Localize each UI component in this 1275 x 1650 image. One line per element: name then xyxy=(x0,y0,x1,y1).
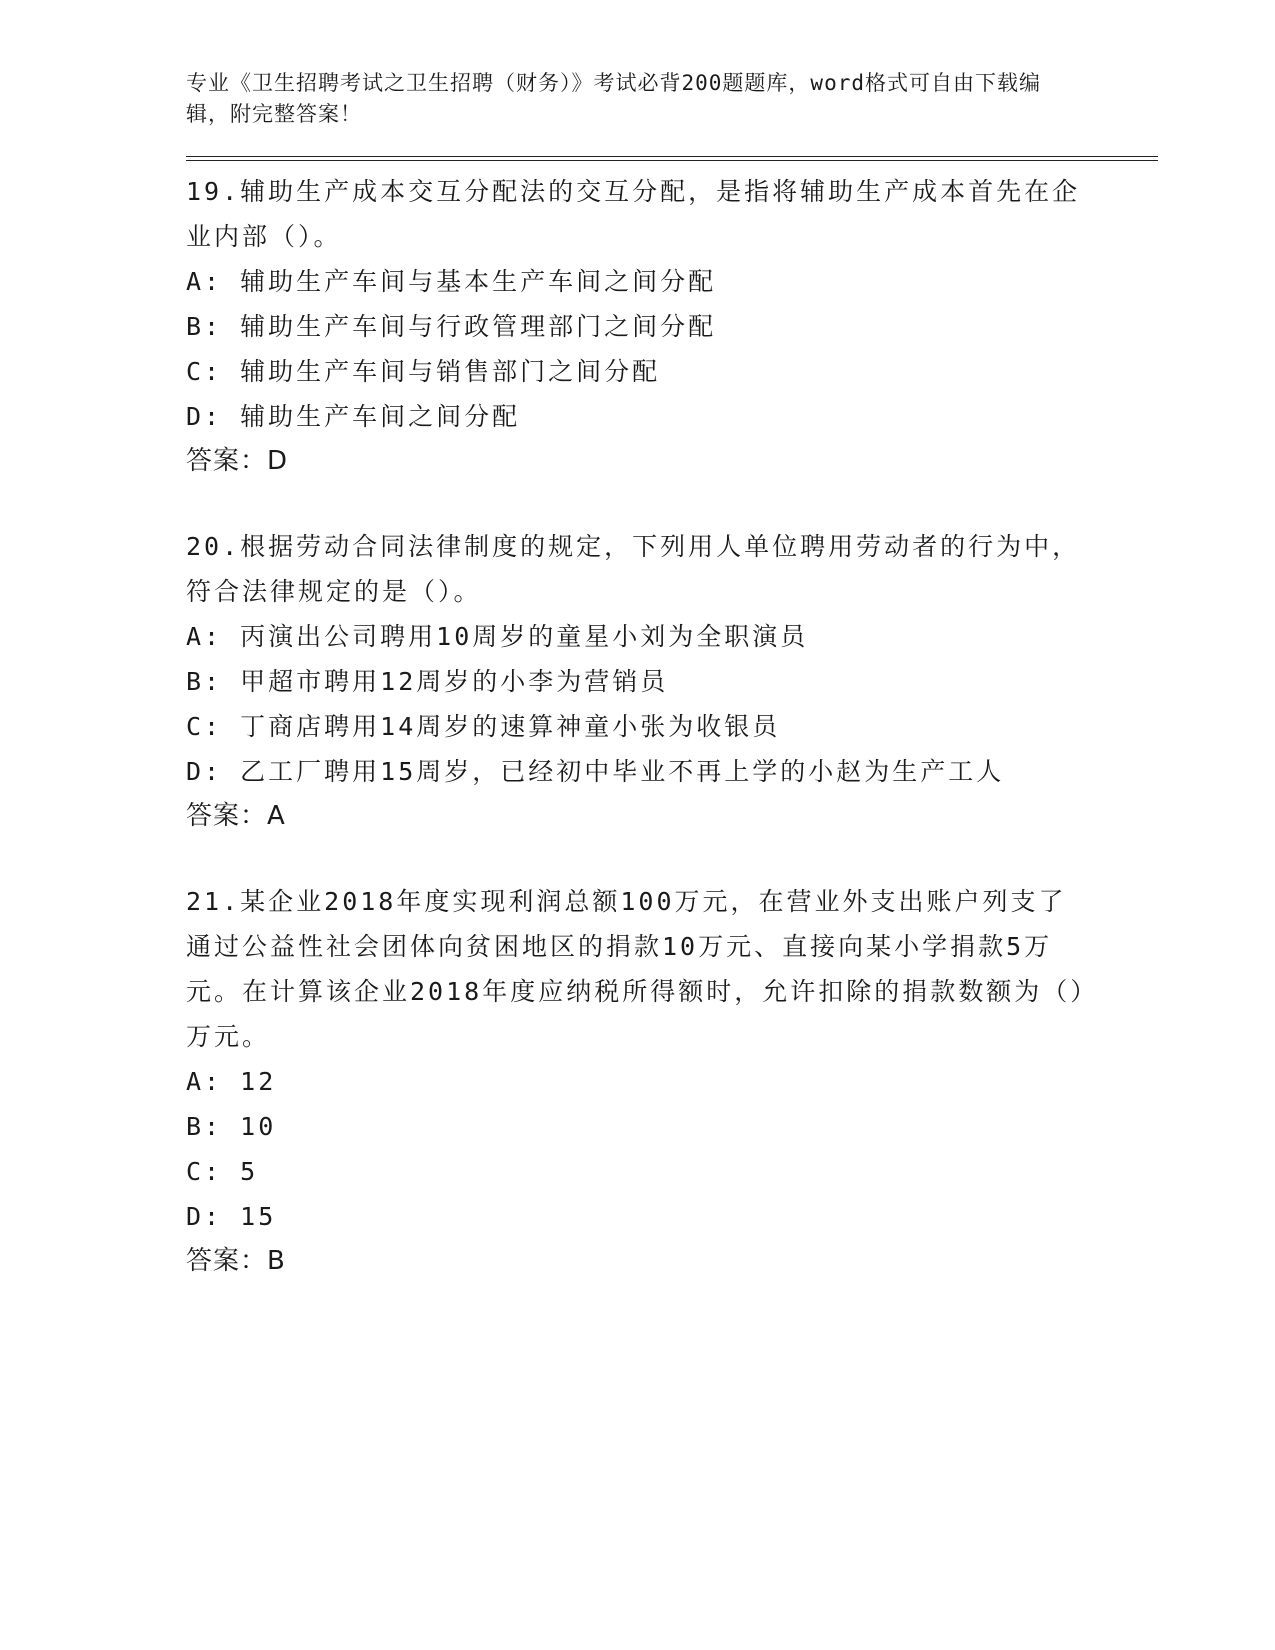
option-c: C: 5 xyxy=(186,1157,259,1186)
option-b: B: 甲超市聘用12周岁的小李为营销员 xyxy=(186,667,669,696)
document-page xyxy=(186,68,1186,1284)
question-block xyxy=(186,169,1086,484)
answer-line: 答案：D xyxy=(186,446,289,476)
question-stem: 20.根据劳动合同法律制度的规定，下列用人单位聘用劳动者的行为中，符合法律规定的是（）。 xyxy=(186,532,1081,606)
document-header: 专业《卫生招聘考试之卫生招聘（财务）》考试必背200题题库，word格式可自由下载编辑，附完整答案！ xyxy=(186,71,1041,126)
option-d: D: 辅助生产车间之间分配 xyxy=(186,402,521,431)
header-divider xyxy=(186,156,1158,161)
answer-line: 答案：A xyxy=(186,801,286,831)
option-b: B: 10 xyxy=(186,1112,277,1141)
question-block xyxy=(186,879,1086,1284)
option-a: A: 12 xyxy=(186,1067,277,1096)
question-stem: 19.辅助生产成本交互分配法的交互分配，是指将辅助生产成本首先在企业内部（）。 xyxy=(186,177,1081,251)
option-d: D: 15 xyxy=(186,1202,277,1231)
option-b: B: 辅助生产车间与行政管理部门之间分配 xyxy=(186,312,717,341)
question-stem: 21.某企业2018年度实现利润总额100万元，在营业外支出账户列支了通过公益性社会团体向贫困地区的捐款10万元、直接向某小学捐款5万元。在计算该企业2018年度应纳税所得额时，允许扣除的捐款数额为（）万元。 xyxy=(186,887,1086,1051)
question-block xyxy=(186,524,1086,839)
option-c: C: 辅助生产车间与销售部门之间分配 xyxy=(186,357,661,386)
option-c: C: 丁商店聘用14周岁的速算神童小张为收银员 xyxy=(186,712,781,741)
answer-line: 答案：B xyxy=(186,1246,286,1276)
option-d: D: 乙工厂聘用15周岁，已经初中毕业不再上学的小赵为生产工人 xyxy=(186,757,1005,786)
option-a: A: 辅助生产车间与基本生产车间之间分配 xyxy=(186,267,717,296)
option-a: A: 丙演出公司聘用10周岁的童星小刘为全职演员 xyxy=(186,622,809,651)
